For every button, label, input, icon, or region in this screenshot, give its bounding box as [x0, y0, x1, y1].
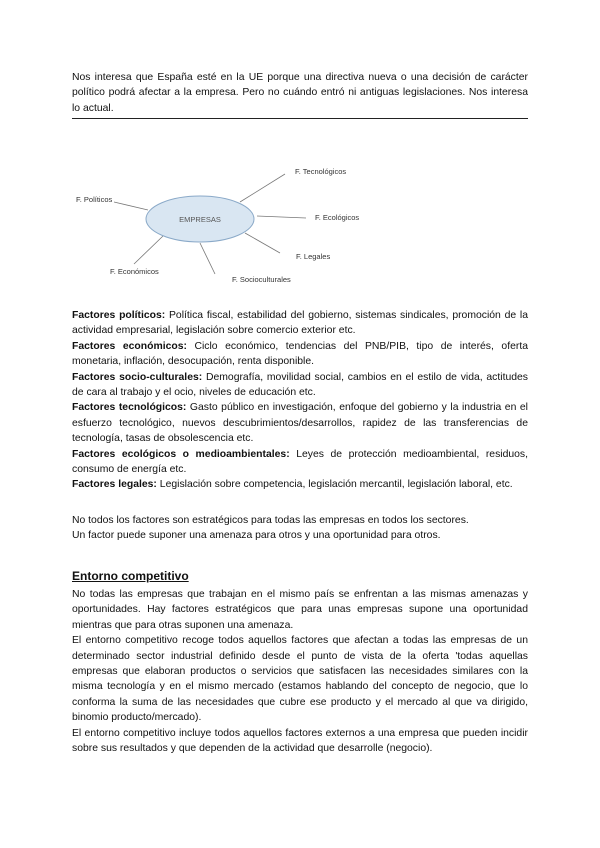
label-legales: F. Legales — [296, 252, 331, 261]
competitive-paragraph: El entorno competitivo recoge todos aquellos factores que afectan a todas las empresas de un determinado sector industrial definido desde el punto de vista de la oferta 'todas aquellas empresas que elaboran productos o servicios que satisfacen las necesidades similares con la misma tecnología y en el mismo mercado (estamos hablando del concepto de negocio, que lo conforma la suma de las necesidades que cubre ese producto y el mercado al que va dirigido, binomio producto/mercado). — [72, 635, 528, 724]
competitive-body — [72, 587, 528, 756]
connector-line — [245, 233, 280, 253]
factor-term: Factores legales: — [72, 479, 157, 491]
empresas-label: EMPRESAS — [179, 215, 221, 224]
note-line: No todos los factores son estratégicos para todas las empresas en todos los sectores. — [72, 515, 469, 526]
label-economicos: F. Económicos — [110, 267, 159, 276]
factors-list — [72, 308, 528, 493]
competitive-paragraph: El entorno competitivo incluye todos aquellos factores externos a una empresa que pueden incidir sobre sus resultados y que dependen de la actividad que desarrolle (negocio). — [72, 727, 528, 755]
competitive-paragraph: No todas las empresas que trabajan en el mismo país se enfrentan a las mismas amenazas y oportunidades. Hay factores estratégicos que para unas empresas supone una oportunidad mientras que para otras suponen una amenaza. — [72, 589, 528, 631]
connector-line — [200, 243, 215, 274]
factor-term: Factores socio-culturales: — [72, 371, 203, 383]
factor-description: Ciclo económico, tendencias del PNB/PIB, tipo de interés, oferta monetaria, inflación, desocupación, renta disponible. — [72, 340, 528, 368]
factor-legales — [72, 477, 528, 492]
label-politicos: F. Políticos — [76, 195, 113, 204]
notes-block — [72, 513, 528, 544]
intro-paragraph: Nos interesa que España esté en la UE porque una directiva nueva o una decisión de carácter político podrá afectar a la empresa. Pero no cuándo entró ni antiguas legislaciones. Nos interesa lo actual. — [72, 72, 528, 114]
section-heading: Entorno competitivo — [72, 569, 189, 583]
factor-term: Factores económicos: — [72, 340, 187, 352]
factor-term: Factores tecnológicos: — [72, 402, 187, 414]
factor-term: Factores políticos: — [72, 310, 166, 321]
factor-description: Gasto público en investigación, enfoque del gobierno y la industria en el esfuerzo tecnológico, nuevos descubrimientos/desarrollos, rapidez de las transferencias de tecnología, tasas de obsolescencia etc. — [72, 402, 528, 445]
factor-socioculturales — [72, 370, 528, 401]
label-tecnologicos: F. Tecnológicos — [295, 167, 347, 176]
connector-line — [257, 216, 306, 218]
connector-line — [114, 202, 148, 210]
factor-tecnologicos — [72, 400, 528, 446]
label-socioculturales: F. Socioculturales — [232, 275, 291, 284]
factor-description: Leyes de protección medioambiental, residuos, consumo de energía etc. — [72, 448, 529, 476]
factor-ecologicos — [72, 447, 528, 478]
factor-description: Política fiscal, estabilidad del gobierno, sistemas sindicales, promoción de la actividad empresarial, legislación sobre comercio exterior etc. — [72, 310, 528, 337]
separator-line — [72, 118, 528, 119]
factor-term: Factores ecológicos o medioambientales: — [72, 448, 290, 460]
factor-description: Legislación sobre competencia, legislación mercantil, legislación laboral, etc. — [156, 479, 513, 491]
note-line: Un factor puede suponer una amenaza para otros y una oportunidad para otros. — [72, 530, 441, 542]
factor-politicos — [72, 308, 528, 339]
factor-economicos — [72, 339, 528, 370]
factor-description: Demografía, movilidad social, cambios en el estilo de vida, actitudes de cara al trabajo y el ocio, niveles de educación etc. — [72, 371, 528, 399]
label-ecologicos: F. Ecológicos — [315, 213, 360, 222]
connector-line — [240, 174, 285, 202]
pest-diagram — [60, 150, 380, 290]
connector-line — [134, 236, 163, 264]
